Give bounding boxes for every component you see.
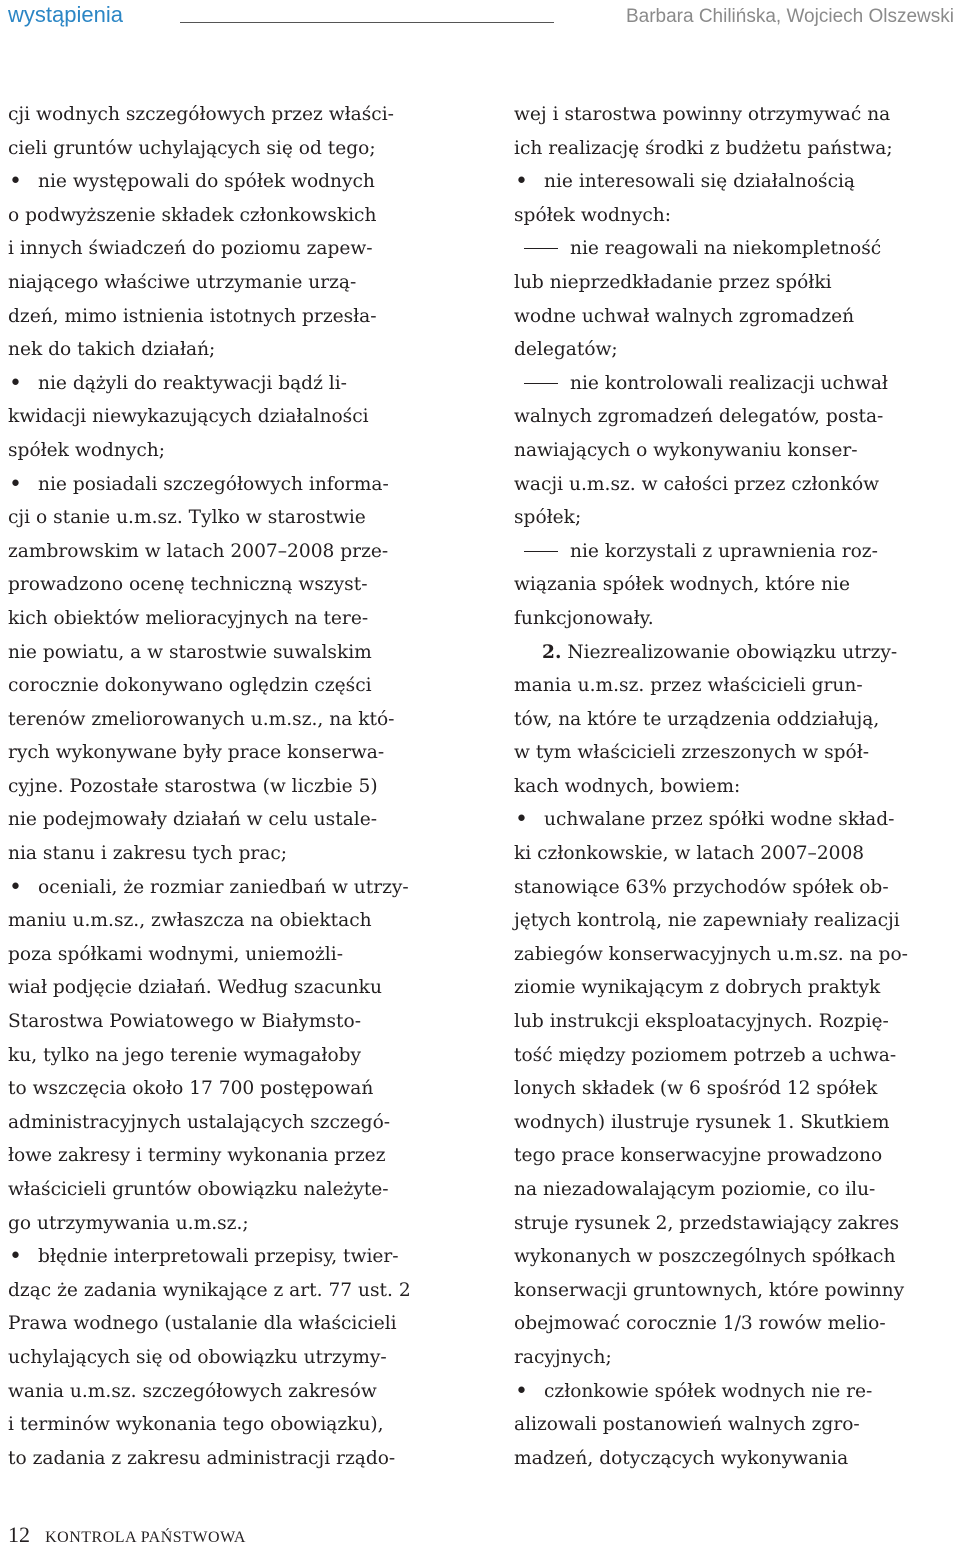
text-line: tość między poziomem potrzeb a uchwa- [514, 1044, 897, 1066]
text-line: wacji u.m.sz. w całości przez członków [514, 473, 880, 495]
text-line: wiał podjęcie działań. Według szacunku [8, 977, 382, 999]
dash-line: nie kontrolowali realizacji uchwał [514, 367, 956, 401]
text-line: ziomie wynikającym z dobrych praktyk [514, 977, 881, 999]
page-number: 12 [8, 1522, 30, 1547]
text-line: konserwacji gruntownych, które powinny [514, 1279, 905, 1301]
text-line: spółek wodnych: [514, 204, 671, 226]
text-line: dząc że zadania wynikające z art. 77 ust. 2 [8, 1279, 411, 1301]
text-line: w tym właścicieli zrzeszonych w spół- [514, 742, 870, 764]
text-line: corocznie dokonywano oględzin części [8, 675, 372, 697]
item-text: Niezrealizowanie obowiązku utrzy- [561, 641, 898, 663]
text-line: poza spółkami wodnymi, uniemożli- [8, 943, 343, 965]
text-line: wodnych) ilustruje rysunek 1. Skutkiem [514, 1111, 890, 1133]
text-line: racyjnych; [514, 1346, 612, 1368]
text-line: ki członkowskie, w latach 2007–2008 [514, 843, 865, 865]
text-line: wykonanych w poszczególnych spółkach [514, 1246, 896, 1268]
bullet-line: • członkowie spółek wodnych nie re- [514, 1375, 956, 1409]
item-number: 2. [542, 641, 562, 663]
bullet-line: • nie interesowali się działalnością [514, 165, 956, 199]
text-line: wej i starostwa powinny otrzymywać na [514, 104, 891, 125]
text-line: spółek wodnych; [8, 439, 165, 461]
text-line: to wszczęcia około 17 700 postępowań [8, 1078, 374, 1100]
text-line: funkcjonowały. [514, 607, 654, 629]
text-line: kich obiektów melioracyjnych na tere- [8, 607, 369, 629]
text-line: obejmować corocznie 1/3 rowów melio- [514, 1313, 886, 1335]
text-line: zabiegów konserwacyjnych u.m.sz. na po- [514, 943, 908, 965]
text-line: nek do takich działań; [8, 339, 216, 361]
text-line: wiązania spółek wodnych, które nie [514, 574, 850, 596]
numbered-line [514, 636, 956, 670]
text-line: na niezadowalającym poziomie, co ilu- [514, 1179, 876, 1200]
text-line: administracyjnych ustalających szczegó- [8, 1111, 391, 1133]
bullet-line: • nie dążyli do reaktywacji bądź li- [8, 367, 450, 401]
text-line: delegatów; [514, 339, 618, 361]
text-line: kwidacji niewykazujących działalności [8, 406, 369, 428]
text-line: rych wykonywane były prace konserwa- [8, 742, 385, 764]
header-rule [180, 22, 554, 23]
section-label: wystąpienia [8, 2, 123, 27]
text-line: mania u.m.sz. przez właścicieli grun- [514, 675, 863, 697]
text-line: madzeń, dotyczących wykonywania [514, 1447, 849, 1469]
text-line: maniu u.m.sz., zwłaszcza na obiektach [8, 910, 372, 932]
text-line: Prawa wodnego (ustalanie dla właścicieli [8, 1313, 397, 1335]
text-line: stanowiące 63% przychodów spółek ob- [514, 876, 889, 898]
bullet-line: • uchwalane przez spółki wodne skład- [514, 803, 956, 837]
text-line: ku, tylko na jego terenie wymagałoby [8, 1044, 362, 1066]
text-line: dzeń, mimo istnienia istotnych przesła- [8, 305, 377, 327]
text-line: lub instrukcji eksploatacyjnych. Rozpię- [514, 1011, 889, 1033]
dash-line: nie reagowali na niekompletność [514, 232, 956, 266]
bullet-line: • nie występowali do spółek wodnych [8, 165, 450, 199]
text-line: nia stanu i zakresu tych prac; [8, 843, 288, 865]
text-line: alizowali postanowień walnych zgro- [514, 1414, 860, 1436]
text-line: ich realizację środki z budżetu państwa; [514, 137, 893, 159]
text-line: i terminów wykonania tego obowiązku), [8, 1414, 384, 1436]
page-footer [8, 1522, 246, 1552]
text-line: cyjne. Pozostałe starostwa (w liczbie 5) [8, 775, 378, 797]
text-line: struje rysunek 2, przedstawiający zakres [514, 1212, 900, 1234]
text-line: niającego właściwe utrzymanie urzą- [8, 271, 357, 293]
left-column [8, 98, 450, 1475]
text-line: właścicieli gruntów obowiązku należyte- [8, 1179, 389, 1200]
text-line: nie podejmowały działań w celu ustale- [8, 809, 377, 831]
text-line: o podwyższenie składek członkowskich [8, 204, 377, 226]
dash-line: nie korzystali z uprawnienia roz- [514, 535, 956, 569]
text-line: wodne uchwał walnych zgromadzeń [514, 305, 855, 327]
text-line: cieli gruntów uchylających się od tego; [8, 137, 376, 159]
text-line: lub nieprzedkładanie przez spółki [514, 271, 832, 293]
text-line: nie powiatu, a w starostwie suwalskim [8, 641, 372, 663]
text-line: terenów zmeliorowanych u.m.sz., na któ- [8, 708, 395, 730]
text-line: prowadzono ocenę techniczną wszyst- [8, 574, 368, 596]
text-line: kach wodnych, bowiem: [514, 775, 741, 797]
text-line: tów, na które te urządzenia oddziałują, [514, 708, 880, 730]
text-line: spółek; [514, 507, 582, 529]
text-line: jętych kontrolą, nie zapewniały realizacji [514, 910, 900, 932]
bullet-line: • błędnie interpretowali przepisy, twier- [8, 1240, 450, 1274]
running-header [8, 2, 954, 32]
text-line: walnych zgromadzeń delegatów, posta- [514, 406, 884, 428]
text-line: go utrzymywania u.m.sz.; [8, 1212, 249, 1234]
text-line: cji wodnych szczegółowych przez właści- [8, 104, 394, 125]
right-column [514, 98, 956, 1475]
text-line: łowe zakresy i terminy wykonania przez [8, 1145, 386, 1167]
text-line: tego prace konserwacyjne prowadzono [514, 1145, 883, 1167]
text-line: wania u.m.sz. szczegółowych zakresów [8, 1380, 377, 1402]
authors-label: Barbara Chilińska, Wojciech Olszewski [625, 6, 954, 27]
text-line: zambrowskim w latach 2007–2008 prze- [8, 540, 389, 562]
bullet-line: • nie posiadali szczegółowych informa- [8, 468, 450, 502]
text-line: i innych świadczeń do poziomu zapew- [8, 238, 373, 260]
journal-name: KONTROLA PAŃSTWOWA [45, 1529, 246, 1546]
text-line: Starostwa Powiatowego w Białymsto- [8, 1011, 361, 1033]
text-line: nawiających o wykonywaniu konser- [514, 439, 858, 461]
bullet-line: • oceniali, że rozmiar zaniedbań w utrzy- [8, 871, 450, 905]
text-line: cji o stanie u.m.sz. Tylko w starostwie [8, 507, 366, 529]
text-line: lonych składek (w 6 spośród 12 spółek [514, 1078, 878, 1100]
text-line: to zadania z zakresu administracji rządo- [8, 1447, 396, 1469]
text-line: uchylających się od obowiązku utrzymy- [8, 1346, 387, 1368]
